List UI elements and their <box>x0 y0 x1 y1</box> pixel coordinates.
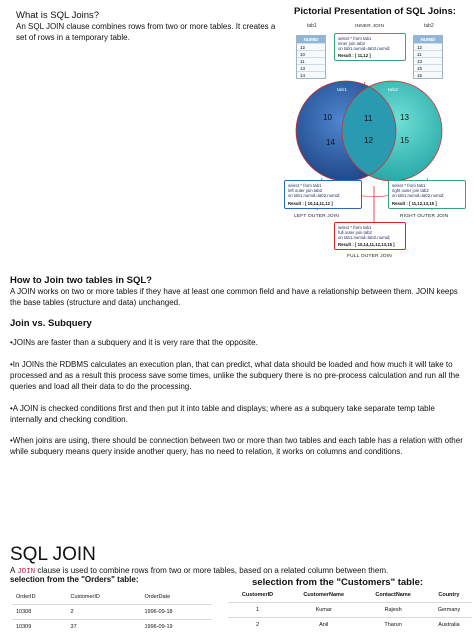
table-cell: 2 <box>228 617 287 632</box>
right-result: Result : [ 11,12,13,15 ] <box>392 200 437 206</box>
sql-join-heading: SQL JOIN <box>10 544 96 565</box>
tab2-cell: 15 <box>414 64 442 71</box>
table-row <box>12 619 212 632</box>
venn-number: 12 <box>364 136 373 145</box>
tab1-label: tab1 <box>307 23 317 29</box>
column-header: CustomerID <box>67 590 141 604</box>
column-header: OrderID <box>12 590 67 604</box>
column-header: CustomerName <box>287 588 360 602</box>
venn-tab1-label: tab1 <box>337 88 348 93</box>
table-header-row <box>228 588 472 602</box>
inner-sql-line: on tab1.numid=tab2.numid; <box>338 46 391 52</box>
diagram-title: Pictorial Presentation of SQL Joins: <box>294 6 456 17</box>
desc-prefix: A <box>10 566 18 575</box>
vs-point: •JOINs are faster than a subquery and it is very rare that the opposite. <box>10 338 258 347</box>
full-join-label: FULL OUTER JOIN <box>347 254 392 259</box>
full-result: Result : [ 10,14,11,12,13,15 ] <box>338 241 395 247</box>
left-result: Result : [ 10,14,11,12 ] <box>288 200 333 206</box>
tab1-header: NUMID <box>297 36 325 43</box>
tab2-label: tab2 <box>424 23 434 29</box>
inner-sql-line: select * from tab1 <box>338 36 372 41</box>
orders-caption: selection from the "Orders" table: <box>10 575 139 584</box>
tab1-cell: 13 <box>297 64 325 71</box>
desc-code: JOIN <box>17 568 36 576</box>
desc-suffix: clause is used to combine rows from two or more tables, based on a related column between them. <box>35 566 389 575</box>
venn-tab2-label: tab2 <box>388 88 399 93</box>
venn-number: 13 <box>400 113 409 122</box>
vs-point: •A JOIN is checked conditions first and then put it into table and displays; where as a subquery take separate temp table internally and checking condition. <box>10 404 435 424</box>
tab2-cell: 12 <box>414 43 442 50</box>
left-sql-line: on tab1.numid=tab2.numid; <box>288 193 341 199</box>
venn-number: 11 <box>364 114 373 123</box>
tab1-cell: 14 <box>297 71 325 78</box>
table-cell: Anil <box>287 617 360 632</box>
left-sql-line: select * from tab1 <box>288 183 322 188</box>
table-cell: 1996-09-18 <box>140 604 212 619</box>
right-join-label: RIGHT OUTER JOIN <box>400 214 449 219</box>
table-cell: 10308 <box>12 604 67 619</box>
right-sql-line: on tab1.numid=tab2.numid; <box>392 193 445 199</box>
full-join-box <box>334 222 406 250</box>
table-cell: Rajesh <box>360 602 425 617</box>
full-sql-line: on tab1.numid=tab2.numid; <box>338 235 391 241</box>
tab2-cell: 11 <box>414 50 442 57</box>
vs-title: Join vs. Subquery <box>10 318 92 329</box>
intro-question: What is SQL Joins? <box>16 10 100 21</box>
orders-table <box>12 590 212 632</box>
table-cell: Tharun <box>360 617 425 632</box>
vs-point: •In JOINs the RDBMS calculates an execution plan, that can predict, what data should be loaded and how much it will take to processed and as a result this process save some times, unlike the subquery there is no pre-process calculation and run all the queries and load all their data to do the processing. <box>10 360 460 391</box>
table-cell: Australia <box>426 617 472 632</box>
tab1-cell: 11 <box>297 57 325 64</box>
inner-sql-line: inner join tab2 <box>338 41 365 47</box>
full-sql-line: select * from tab1 <box>338 225 372 230</box>
venn-number: 14 <box>326 138 335 147</box>
column-header: OrderDate <box>140 590 212 604</box>
table-cell: Kumar <box>287 602 360 617</box>
tab2-header: NUMID <box>414 36 442 43</box>
sql-joins-diagram <box>282 18 472 266</box>
full-sql-line: full outer join tab2 <box>338 230 372 236</box>
left-join-label: LEFT OUTER JOIN <box>294 214 340 219</box>
right-sql-line: right outer join tab2 <box>392 188 429 194</box>
table-cell: 1996-09-19 <box>140 619 212 632</box>
tab2-cell: 15 <box>414 71 442 78</box>
venn-number: 10 <box>323 113 332 122</box>
tab1-cell: 12 <box>297 43 325 50</box>
left-sql-line: left outer join tab2 <box>288 188 323 194</box>
table-cell: 2 <box>67 604 141 619</box>
vs-point: •When joins are using, there should be connection between two or more than two tables and each table has a relation with other while subquery means query inside another query, has no need to relation, it works on columns and conditions. <box>10 436 463 456</box>
inner-join-label: INNER JOIN <box>355 24 385 29</box>
customers-caption: selection from the "Customers" table: <box>252 577 424 588</box>
intro-body: An SQL JOIN clause combines rows from two or more tables. It creates a set of rows in a temporary table. <box>16 22 276 42</box>
table-row <box>228 617 472 632</box>
table-cell: 1 <box>228 602 287 617</box>
table-cell: Germany <box>426 602 472 617</box>
tab1-cell: 10 <box>297 50 325 57</box>
column-header: ContactName <box>360 588 425 602</box>
tab2-cell: 13 <box>414 57 442 64</box>
inner-result: Result : [ 11,12 ] <box>338 52 371 58</box>
table-cell: 10309 <box>12 619 67 632</box>
table-cell: 37 <box>67 619 141 632</box>
column-header: Country <box>426 588 472 602</box>
table-header-row <box>12 590 212 604</box>
how-title: How to Join two tables in SQL? <box>10 275 152 286</box>
table-row <box>228 602 472 617</box>
how-body: A JOIN works on two or more tables if they have at least one common field and have a relationship between them. JOIN keeps the base tables (structure and data) unchanged. <box>10 287 458 307</box>
left-join-box <box>284 180 362 209</box>
column-header: CustomerID <box>228 588 287 602</box>
customers-table <box>228 588 472 632</box>
venn-number: 15 <box>400 136 409 145</box>
table-row <box>12 604 212 619</box>
right-join-box <box>388 180 466 209</box>
right-sql-line: select * from tab1 <box>392 183 426 188</box>
